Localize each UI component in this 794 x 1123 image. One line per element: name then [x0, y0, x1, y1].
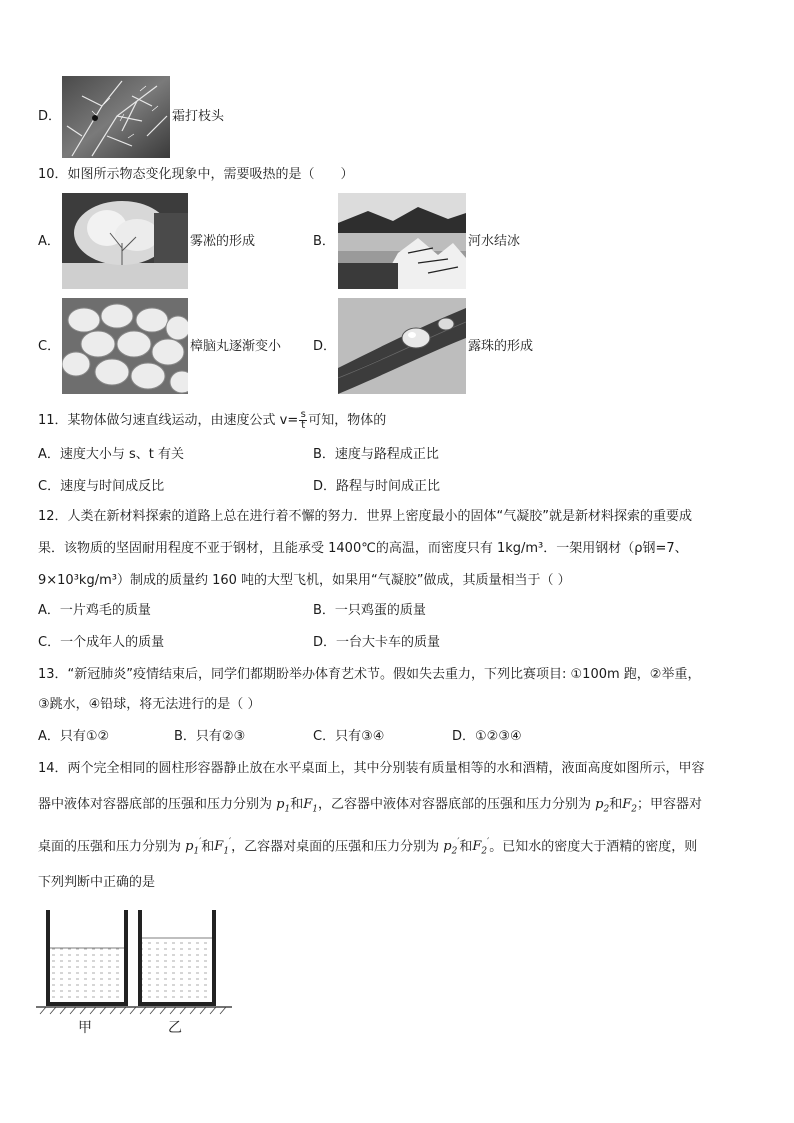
q11-stem-before: 11．某物体做匀速直线运动，由速度公式 v=: [38, 412, 299, 428]
q14-line1: 14．两个完全相同的圆柱形容器静止放在水平桌面上，其中分别装有质量相等的水和酒精，液面高度如图所示，甲容: [38, 761, 705, 776]
water-liquid: [50, 948, 124, 1004]
q11-frac-num: s: [300, 409, 306, 420]
q11-option-d: D．路程与时间成正比: [313, 479, 441, 494]
q9-option-d-label: D．: [38, 109, 62, 124]
q11-stem: [38, 410, 386, 431]
container-left-wall: [46, 910, 50, 1006]
symbol-F1: $F_1$: [303, 797, 318, 815]
dewdrop-leaf-photo-icon: [338, 298, 466, 394]
frozen-river-photo-icon: [338, 193, 466, 289]
symbol-p2-prime: $p_2'$: [443, 838, 460, 857]
q12-line3: 9×10³kg/m³）制成的质量约 160 吨的大型飞机，如果用“气凝胶”做成，其质量相当于（ ）: [38, 573, 571, 588]
q10-option-c-caption: 樟脑丸逐渐变小: [190, 339, 282, 354]
alcohol-liquid: [142, 938, 212, 1004]
q10-option-d-caption: 露珠的形成: [468, 339, 534, 354]
and-text: 和: [609, 797, 623, 812]
q11-frac-den: t: [301, 420, 306, 431]
q12-line1: 12．人类在新材料探索的道路上总在进行着不懈的努力．世界上密度最小的固体“气凝胶”就是新材料探索的重要成: [38, 509, 693, 524]
q10-option-b-label: B．: [313, 234, 335, 249]
q14-l3-c: 。已知水的密度大于酒精的密度，则: [489, 839, 698, 855]
q14-line3: [38, 834, 697, 861]
q11-option-c: C．速度与时间成反比: [38, 479, 165, 494]
q13-option-d: D．①②③④: [452, 729, 522, 744]
q14-line4: 下列判断中正确的是: [38, 875, 156, 890]
symbol-F2-prime: $F_2'$: [472, 838, 490, 857]
frost-branch-photo-icon: [62, 76, 170, 158]
q9-option-d-caption: 霜打枝头: [172, 109, 225, 124]
q12-line2: 果．该物质的坚固耐用程度不亚于钢材，且能承受 1400℃的高温，而密度只有 1kg/m³．一架用钢材（ρ钢=7、: [38, 541, 688, 556]
container-left-wall: [124, 910, 128, 1006]
two-containers-diagram: [36, 904, 236, 1044]
q12-option-c: C．一个成年人的质量: [38, 635, 165, 650]
q10-option-c-label: C．: [38, 339, 61, 354]
q11-fraction: [299, 410, 307, 431]
symbol-p1: $p_1$: [276, 797, 291, 815]
q13-line1: 13．“新冠肺炎”疫情结束后，同学们都期盼举办体育艺术节。假如失去重力，下列比赛项目: ①100m 跑，②举重，: [38, 667, 701, 682]
q14-l3-b: ，乙容器对桌面的压强和压力分别为: [231, 839, 440, 855]
q11-option-b: B．速度与路程成正比: [313, 447, 439, 462]
and-text: 和: [201, 839, 215, 855]
q12-option-b: B．一只鸡蛋的质量: [313, 603, 426, 618]
q13-line2: ③跳水，④铅球，将无法进行的是（ ）: [38, 697, 261, 712]
q14-l2-a: 器中液体对容器底部的压强和压力分别为: [38, 797, 273, 812]
rime-tree-photo-icon: [62, 193, 188, 289]
q12-option-a: A．一片鸡毛的质量: [38, 603, 151, 618]
q10-option-b-caption: 河水结冰: [468, 234, 521, 249]
q13-option-c: C．只有③④: [313, 729, 385, 744]
camphor-balls-photo-icon: [62, 298, 188, 394]
symbol-F1-prime: $F_1'$: [214, 838, 232, 857]
and-text: 和: [290, 797, 304, 812]
q14-l2-c: ；甲容器对: [637, 797, 703, 812]
q13-option-b: B．只有②③: [174, 729, 246, 744]
q14-l3-a: 桌面的压强和压力分别为: [38, 839, 182, 855]
q11-stem-after: 可知，物体的: [308, 412, 387, 428]
symbol-p1-prime: $p_1'$: [185, 838, 202, 857]
q10-option-a-label: A．: [38, 234, 60, 249]
symbol-p2: $p_2$: [595, 797, 610, 815]
symbol-F2: $F_2$: [622, 797, 637, 815]
q10-option-d-label: D．: [313, 339, 337, 354]
q14-line2: [38, 796, 702, 819]
container-right-wall: [138, 910, 142, 1006]
q11-option-a: A．速度大小与 s、t 有关: [38, 447, 185, 462]
and-text: 和: [459, 839, 473, 855]
q12-option-d: D．一台大卡车的质量: [313, 635, 441, 650]
container-left-label: 甲: [78, 1020, 92, 1036]
q13-option-a: A．只有①②: [38, 729, 110, 744]
container-right-wall: [212, 910, 216, 1006]
container-left-base: [46, 1002, 128, 1006]
container-right-base: [138, 1002, 216, 1006]
container-right-label: 乙: [168, 1020, 182, 1036]
q14-l2-b: ，乙容器中液体对容器底部的压强和压力分别为: [318, 797, 592, 812]
q10-stem: 10．如图所示物态变化现象中，需要吸热的是（ ）: [38, 167, 354, 182]
q10-option-a-caption: 雾凇的形成: [190, 234, 256, 249]
